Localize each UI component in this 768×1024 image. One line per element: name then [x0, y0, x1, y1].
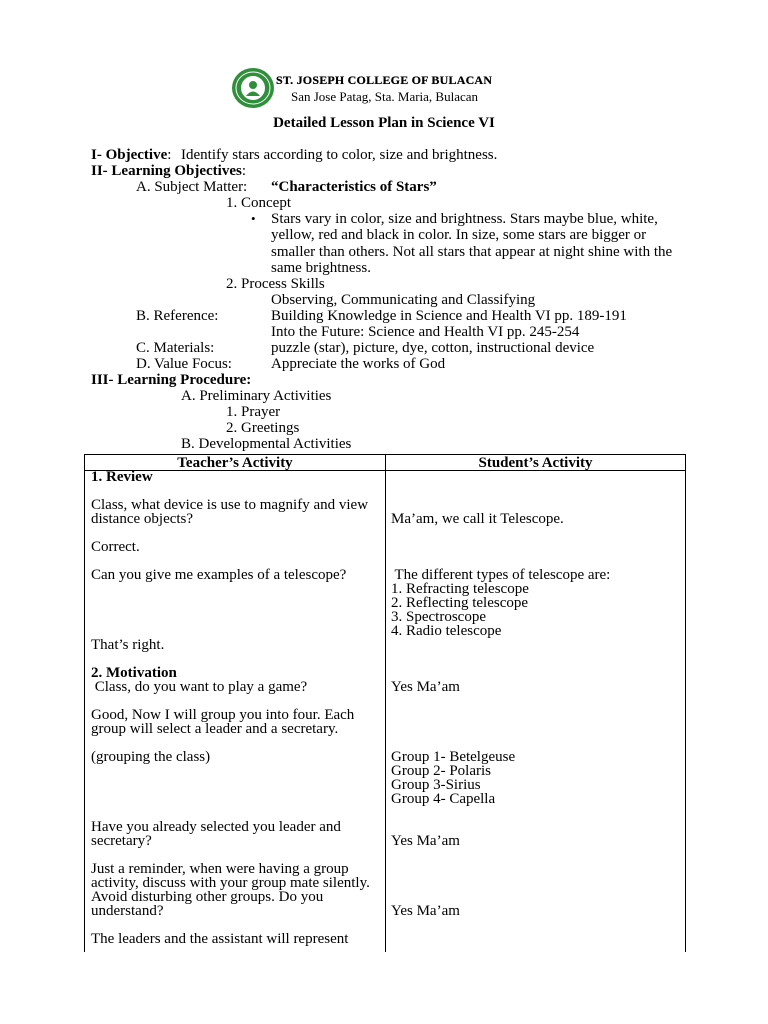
preliminary-item: 2. Greetings — [226, 420, 300, 436]
teacher-line: understand? — [91, 903, 164, 919]
reference-value: Building Knowledge in Science and Health VI pp. 189-191 — [271, 308, 627, 324]
student-line: 3. Spectroscope — [391, 609, 486, 625]
teacher-line: activity, discuss with your group mate silently. — [91, 875, 370, 891]
objective-label: I- Objective — [91, 147, 168, 163]
teacher-line: distance objects? — [91, 511, 194, 527]
school-logo — [231, 67, 275, 109]
concept-line: same brightness. — [271, 260, 371, 276]
subject-matter-label: A. Subject Matter: — [136, 179, 248, 195]
teacher-line: Have you already selected you leader and — [91, 819, 341, 835]
value-focus-value: Appreciate the works of God — [271, 356, 446, 372]
learning-objectives-heading — [91, 163, 246, 179]
school-address: San Jose Patag, Sta. Maria, Bulacan — [291, 89, 479, 104]
student-line: Group 2- Polaris — [391, 763, 491, 779]
student-line: Yes Ma’am — [391, 903, 460, 919]
document-title: Detailed Lesson Plan in Science VI — [273, 115, 495, 131]
materials-label: C. Materials: — [136, 340, 215, 356]
reference-value: Into the Future: Science and Health VI pp. 245-254 — [271, 324, 580, 340]
process-skills-label: 2. Process Skills — [226, 276, 325, 292]
teacher-line: Correct. — [91, 539, 140, 555]
process-skills-value: Observing, Communicating and Classifying — [271, 292, 536, 308]
student-line: 4. Radio telescope — [391, 623, 502, 639]
concept-line: smaller than others. Not all stars that appear at night shine with the — [271, 244, 673, 260]
concept-line: yellow, red and black in color. In size, some stars are bigger or — [271, 227, 647, 243]
teacher-line: Avoid disturbing other groups. Do you — [91, 889, 324, 905]
student-line: 1. Refracting telescope — [391, 581, 529, 597]
student-line: Yes Ma’am — [391, 679, 460, 695]
teacher-section-heading: 2. Motivation — [91, 665, 177, 681]
objective-heading — [91, 147, 171, 163]
student-line: Ma’am, we call it Telescope. — [391, 511, 564, 527]
student-line: Yes Ma’am — [391, 833, 460, 849]
materials-value: puzzle (star), picture, dye, cotton, instructional device — [271, 340, 595, 356]
learning-objectives-label: II- Learning Objectives — [91, 163, 242, 179]
teacher-section-heading: 1. Review — [91, 469, 153, 485]
reference-label: B. Reference: — [136, 308, 219, 324]
student-activity-header: Student’s Activity — [478, 455, 593, 471]
teacher-activity-header: Teacher’s Activity — [177, 455, 293, 471]
preliminary-item: 1. Prayer — [226, 404, 281, 420]
objective-text: Identify stars according to color, size and brightness. — [181, 147, 498, 163]
learning-objectives-colon: : — [241, 163, 246, 179]
teacher-line: group will select a leader and a secretary. — [91, 721, 339, 737]
bullet-icon: • — [251, 211, 256, 226]
value-focus-label: D. Value Focus: — [136, 356, 232, 372]
objective-colon: : — [167, 147, 172, 163]
concept-label: 1. Concept — [226, 195, 291, 211]
teacher-line: secretary? — [91, 833, 152, 849]
teacher-line: (grouping the class) — [91, 749, 211, 765]
developmental-activities-label: B. Developmental Activities — [181, 436, 352, 452]
student-line: 2. Reflecting telescope — [391, 595, 529, 611]
teacher-line: The leaders and the assistant will represent — [91, 931, 349, 947]
learning-procedure-heading: III- Learning Procedure: — [91, 372, 252, 388]
column-divider — [385, 455, 386, 952]
student-line: Group 1- Betelgeuse — [391, 749, 516, 765]
student-line: Group 4- Capella — [391, 791, 496, 807]
student-line: The different types of telescope are: — [391, 567, 611, 583]
school-name: ST. JOSEPH COLLEGE OF BULACAN — [276, 73, 493, 87]
teacher-line: That’s right. — [91, 637, 165, 653]
subject-matter-value: “Characteristics of Stars” — [271, 179, 437, 195]
teacher-line: Good, Now I will group you into four. Each — [91, 707, 355, 723]
preliminary-activities-label: A. Preliminary Activities — [181, 388, 332, 404]
teacher-line: Just a reminder, when were having a group — [91, 861, 349, 877]
teacher-line: Class, what device is use to magnify and view — [91, 497, 369, 513]
teacher-line: Class, do you want to play a game? — [91, 679, 308, 695]
student-line: Group 3-Sirius — [391, 777, 481, 793]
concept-line: Stars vary in color, size and brightness. Stars maybe blue, white, — [271, 211, 658, 227]
teacher-line: Can you give me examples of a telescope? — [91, 567, 347, 583]
